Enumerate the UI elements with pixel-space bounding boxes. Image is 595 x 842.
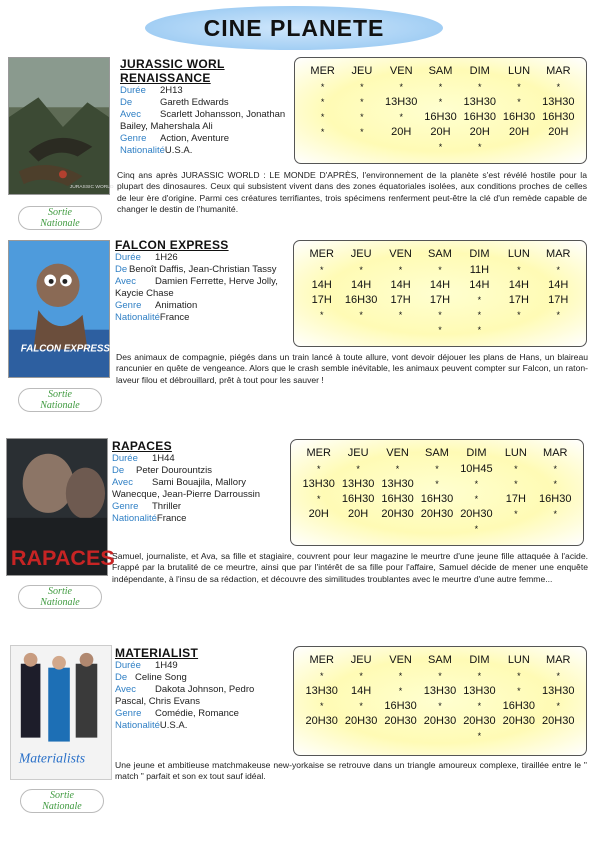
day-header: JEU xyxy=(351,65,373,77)
showtime-cell: * xyxy=(474,479,479,489)
day-header: LUN xyxy=(507,654,530,666)
showtime-cell: 11H xyxy=(469,264,490,276)
day-header: LUN xyxy=(504,447,527,459)
showtime-cell: * xyxy=(399,112,403,122)
showtime-cell xyxy=(299,522,338,537)
movie-duree: 2H13 xyxy=(160,85,183,96)
movie-synopsis: Cinq ans après JURASSIC WORLD : LE MONDE D'APRÈS, l'environnement de la planète s'est révélé hostile pour la plupart des dinosaures. Ceux qui subsistent vivent dans des zones équatoriales isolées, aux conditions proches de celles de leur ère d'origine. Parmi ces créatures terrifiantes, trois spécimens renferment peut-être la clé d'un remède capable de changer le destin de l'humanité. xyxy=(117,170,587,215)
showtime-cell: 20H30 xyxy=(463,715,496,727)
showtime-cell: * xyxy=(356,464,360,474)
showtime-cell: * xyxy=(553,479,558,489)
showtime-cell: * xyxy=(319,671,324,681)
movie-poster-materialist xyxy=(10,645,112,780)
showtime-cell: * xyxy=(474,494,479,504)
schedule-row xyxy=(303,140,578,155)
showtime-cell: 16H30 xyxy=(344,294,378,306)
showtime-cell: * xyxy=(556,82,561,92)
showtime-cell: * xyxy=(316,464,321,474)
showtime-cell: 14H xyxy=(508,279,529,291)
showtime-cell: 10H45 xyxy=(460,463,493,475)
schedule-box xyxy=(293,646,587,756)
schedule-box xyxy=(293,240,587,347)
showtime-cell: 16H30 xyxy=(502,111,536,123)
showtime-cell: 20H xyxy=(469,126,490,138)
showtime-cell xyxy=(536,522,575,537)
showtime-cell: * xyxy=(359,701,363,711)
showtime-cell: 17H xyxy=(505,493,526,505)
showtime-cell xyxy=(420,729,459,744)
showtime-cell: 14H xyxy=(429,279,451,291)
showtime-cell: 20H30 xyxy=(460,508,493,520)
svg-text:FALCON EXPRESS: FALCON EXPRESS xyxy=(20,343,110,355)
movie-duree: 1H49 xyxy=(155,660,178,671)
showtime-cell: 14H xyxy=(548,279,569,291)
showtime-cell xyxy=(539,323,578,338)
day-header: MER xyxy=(310,65,335,77)
movie-genre: Comédie, Romance xyxy=(155,708,239,719)
movie-genre: Animation xyxy=(155,300,198,311)
day-header: MAR xyxy=(546,654,571,666)
showtime-cell: * xyxy=(477,701,482,711)
schedule-row xyxy=(302,669,578,684)
schedule-row xyxy=(299,462,575,477)
day-header: VEN xyxy=(389,248,412,260)
day-header: DIM xyxy=(469,654,490,666)
showtime-cell: 16H30 xyxy=(539,493,572,505)
day-header: SAM xyxy=(428,654,452,666)
showtime-cell: 17H xyxy=(390,294,411,306)
showtime-cell: 20H xyxy=(430,126,451,138)
day-header: LUN xyxy=(507,248,530,260)
showtime-cell: * xyxy=(517,310,521,320)
showtime-cell: 20H30 xyxy=(542,715,575,727)
sortie-nationale-badge: Sortie Nationale xyxy=(18,206,102,230)
showtime-cell: * xyxy=(514,464,518,474)
showtime-cell: * xyxy=(320,97,325,107)
movie-title-line2: RENAISSANCE xyxy=(120,71,211,85)
showtime-cell: * xyxy=(474,524,479,534)
showtime-cell: 13H30 xyxy=(381,478,414,490)
showtime-cell: * xyxy=(553,509,558,519)
showtime-cell xyxy=(338,522,377,537)
showtime-cell: 14H xyxy=(351,279,372,291)
showtime-cell: 13H30 xyxy=(542,685,575,697)
showtime-cell: * xyxy=(316,494,321,504)
schedule-row xyxy=(302,323,578,338)
showtime-cell: 20H30 xyxy=(344,715,378,727)
page-title: CINE PLANETE xyxy=(203,14,385,41)
day-header: MER xyxy=(309,248,334,260)
showtime-cell: * xyxy=(319,310,324,320)
day-header: MER xyxy=(306,447,331,459)
day-header: SAM xyxy=(425,447,449,459)
showtime-cell: 17H xyxy=(429,294,451,306)
showtime-cell: 20H30 xyxy=(305,715,338,727)
day-header: JEU xyxy=(350,248,372,260)
showtime-cell: 20H30 xyxy=(502,715,536,727)
showtime-cell: * xyxy=(399,82,403,92)
showtime-cell: * xyxy=(438,310,442,320)
showtime-cell: * xyxy=(320,82,325,92)
showtime-cell: * xyxy=(438,142,443,152)
showtime-cell: 16H30 xyxy=(463,111,496,123)
schedule-row xyxy=(302,308,578,323)
movie-genre: Thriller xyxy=(152,501,182,512)
showtime-cell: 14H xyxy=(351,685,372,697)
schedule-row xyxy=(299,492,575,507)
showtime-cell: * xyxy=(359,671,363,681)
movie-nationality: U.S.A. xyxy=(164,145,193,156)
movie-duree: 1H44 xyxy=(152,453,175,464)
showtime-cell xyxy=(499,729,538,744)
showtime-cell: * xyxy=(517,686,521,696)
sortie-nationale-badge: Sortie Nationale xyxy=(20,789,104,813)
movie-nationality: U.S.A. xyxy=(159,720,188,731)
showtime-cell: 20H xyxy=(548,126,569,138)
showtime-cell: * xyxy=(477,295,482,305)
movie-cast: Damien Ferrette, Herve Jolly, Kaycie Chase xyxy=(115,276,278,299)
showtime-cell: 13H30 xyxy=(302,478,335,490)
showtime-cell: * xyxy=(517,265,521,275)
schedule-box xyxy=(294,57,587,164)
showtime-cell: * xyxy=(438,97,443,107)
showtime-cell xyxy=(342,140,381,155)
movie-synopsis: Samuel, journaliste, et Ava, sa fille et stagiaire, couvrent pour leur magazine le meurtre d'une jeune fille attaquée à l'acide. Frappé par la brutalité de ce meurtre, ainsi que par l'intérêt de sa fille pour l'affaire, Samuel décide de mener une enquête indépendante, à l'insu de sa rédaction, et découvre des similitudes troublantes avec le meurtre d'une autre femme... xyxy=(112,551,588,584)
showtime-cell: * xyxy=(398,671,403,681)
showtime-cell: * xyxy=(360,127,364,137)
movie-director: Gareth Edwards xyxy=(160,97,229,108)
day-header: DIM xyxy=(466,447,487,459)
schedule-table xyxy=(299,444,575,537)
showtime-cell: * xyxy=(398,265,403,275)
showtime-cell: * xyxy=(477,671,482,681)
showtime-cell: * xyxy=(514,479,518,489)
showtime-cell: * xyxy=(319,265,324,275)
showtime-cell: * xyxy=(477,310,482,320)
showtime-cell: 14H xyxy=(311,279,332,291)
showtime-cell xyxy=(341,323,380,338)
showtime-cell: * xyxy=(553,464,558,474)
movie-title: MATERIALIST xyxy=(115,646,199,660)
showtime-cell: 17H xyxy=(311,294,332,306)
showtime-cell: 13H30 xyxy=(542,96,575,108)
movie-title: RAPACES xyxy=(112,439,172,453)
svg-text:Materialists: Materialists xyxy=(18,750,86,766)
schedule-row xyxy=(302,699,578,714)
showtime-cell: 16H30 xyxy=(420,493,454,505)
movie-poster-jurassic xyxy=(8,57,114,195)
schedule-row xyxy=(303,80,578,95)
day-header: LUN xyxy=(508,65,531,77)
movie-cast: Sami Bouajila, Mallory Wanecque, Jean-Pierre Darroussin xyxy=(112,477,261,500)
movie-title: FALCON EXPRESS xyxy=(115,238,229,252)
movie-title: JURASSIC WORL xyxy=(120,57,225,71)
schedule-table xyxy=(303,62,578,155)
schedule-row xyxy=(303,125,578,140)
schedule-table xyxy=(302,651,578,744)
showtime-cell: * xyxy=(360,112,364,122)
showtime-cell: 16H30 xyxy=(424,111,457,123)
showtime-cell: * xyxy=(514,509,518,519)
showtime-cell: * xyxy=(556,310,561,320)
showtime-cell xyxy=(539,729,578,744)
movie-cast: Scarlett Johansson, Jonathan Bailey, Mahershala Ali xyxy=(120,109,286,132)
showtime-cell: * xyxy=(478,142,482,152)
movie-synopsis: Des animaux de compagnie, piégés dans un train lancé à toute allure, vont devoir déjouer les plans de Hans, un blaireau rancunier en quête de vengeance. Alors que le crash semble inévitable, les animaux peuvent compter sur Falcon, un raton-laveur filou et débrouillard, prêt à tout pour les sauver ! xyxy=(116,352,588,385)
showtime-cell: 13H30 xyxy=(341,478,375,490)
showtime-cell xyxy=(499,140,538,155)
day-header: DIM xyxy=(469,248,490,260)
showtime-cell xyxy=(417,522,456,537)
showtime-cell: 14H xyxy=(390,279,411,291)
movie-info: FALCON EXPRESS Durée 1H26 De Benoît Daffis, Jean-Christian Tassy Avec Damien Ferrette, Herve Jolly, Kaycie Chase Genre Animation NationalitéFrance xyxy=(115,238,287,324)
schedule-box xyxy=(290,439,584,546)
movie-genre: Action, Aventure xyxy=(160,133,230,144)
showtime-cell: * xyxy=(398,686,403,696)
day-header: VEN xyxy=(386,447,409,459)
showtime-cell: 16H30 xyxy=(542,111,575,123)
schedule-table xyxy=(302,245,578,338)
schedule-row xyxy=(299,522,575,537)
showtime-cell: * xyxy=(438,671,442,681)
showtime-cell xyxy=(382,140,421,155)
showtime-cell: 20H xyxy=(508,126,530,138)
day-header: SAM xyxy=(428,65,453,77)
movie-director: Celine Song xyxy=(135,672,187,683)
showtime-cell xyxy=(381,323,420,338)
showtime-cell xyxy=(341,729,380,744)
showtime-cell xyxy=(381,729,420,744)
page-title-banner xyxy=(145,6,443,50)
day-header: SAM xyxy=(428,248,452,260)
showtime-cell: 20H30 xyxy=(381,508,414,520)
showtime-cell: * xyxy=(435,479,439,489)
showtime-cell: * xyxy=(556,701,561,711)
showtime-cell: 20H xyxy=(308,508,329,520)
day-header: VEN xyxy=(389,65,413,77)
schedule-row xyxy=(302,684,578,699)
schedule-row xyxy=(302,714,578,729)
showtime-cell xyxy=(499,323,538,338)
day-header: VEN xyxy=(389,654,412,666)
showtime-cell xyxy=(303,140,342,155)
day-header: MAR xyxy=(546,65,571,77)
svg-text:RAPACES: RAPACES xyxy=(10,545,115,571)
showtime-cell: * xyxy=(360,97,364,107)
showtime-cell: * xyxy=(320,127,325,137)
showtime-cell: * xyxy=(438,325,442,335)
showtime-cell: * xyxy=(478,82,482,92)
showtime-cell: * xyxy=(320,112,325,122)
sortie-nationale-badge: Sortie Nationale xyxy=(18,585,102,609)
schedule-row xyxy=(302,293,578,308)
movie-synopsis: Une jeune et ambitieuse matchmakeuse new-yorkaise se retrouve dans un triangle amoureux complexe, tiraillée entre le " match " parfait et son ex tout sauf idéal. xyxy=(115,760,587,782)
showtime-cell: * xyxy=(395,464,400,474)
showtime-cell: * xyxy=(319,701,324,711)
showtime-cell: 16H30 xyxy=(502,700,536,712)
showtime-cell: 14H xyxy=(469,279,490,291)
movie-info: JURASSIC WORL RENAISSANCE Durée 2H13 De Gareth Edwards Avec Scarlett Johansson, Jonathan Bailey, Mahershala Ali Genre Action, Aventure NationalitéU.S.A. xyxy=(120,57,292,157)
showtime-cell: 20H xyxy=(348,508,369,520)
day-header: MAR xyxy=(546,248,571,260)
showtime-cell: * xyxy=(556,671,561,681)
schedule-row xyxy=(299,477,575,492)
showtime-cell: 16H30 xyxy=(381,493,414,505)
showtime-cell: 17H xyxy=(508,294,529,306)
movie-nationality: France xyxy=(156,513,187,524)
showtime-cell: 20H30 xyxy=(423,715,457,727)
day-header: MAR xyxy=(543,447,568,459)
movie-info: RAPACES Durée 1H44 De Peter Dourountzis Avec Sami Bouajila, Mallory Wanecque, Jean-Pierre Darroussin Genre Thriller NationalitéFrance xyxy=(112,439,284,525)
schedule-row xyxy=(302,263,578,278)
showtime-cell: 16H30 xyxy=(341,493,375,505)
movie-info: MATERIALIST Durée 1H49 De Celine Song Avec Dakota Johnson, Pedro Pascal, Chris Evans Genre Comédie, Romance NationalitéU.S.A. xyxy=(115,646,287,732)
showtime-cell: * xyxy=(477,731,482,741)
showtime-cell xyxy=(302,323,341,338)
movie-duree: 1H26 xyxy=(155,252,178,263)
showtime-cell: * xyxy=(438,265,442,275)
showtime-cell: 13H30 xyxy=(384,96,418,108)
movie-cast: Dakota Johnson, Pedro Pascal, Chris Evans xyxy=(115,684,255,707)
showtime-cell: * xyxy=(435,464,439,474)
movie-poster-rapaces xyxy=(6,438,115,576)
day-header: JEU xyxy=(350,654,372,666)
schedule-row xyxy=(303,110,578,125)
schedule-row xyxy=(302,278,578,293)
showtime-cell: 13H30 xyxy=(423,685,457,697)
showtime-cell: * xyxy=(438,82,443,92)
day-header: JEU xyxy=(347,447,369,459)
showtime-cell: * xyxy=(517,82,521,92)
showtime-cell: 17H xyxy=(548,294,569,306)
showtime-cell: * xyxy=(517,671,521,681)
showtime-cell: * xyxy=(556,265,561,275)
schedule-row xyxy=(303,95,578,110)
showtime-cell xyxy=(539,140,578,155)
sortie-nationale-badge: Sortie Nationale xyxy=(18,388,102,412)
showtime-cell: 13H30 xyxy=(305,685,338,697)
schedule-row xyxy=(302,729,578,744)
showtime-cell: * xyxy=(398,310,403,320)
schedule-row xyxy=(299,507,575,522)
showtime-cell: * xyxy=(360,82,364,92)
showtime-cell: * xyxy=(477,325,482,335)
showtime-cell: 13H30 xyxy=(463,685,496,697)
showtime-cell: 20H30 xyxy=(420,508,454,520)
movie-director: Peter Dourountzis xyxy=(136,465,213,476)
showtime-cell: * xyxy=(517,97,521,107)
showtime-cell: 20H xyxy=(391,126,412,138)
showtime-cell xyxy=(302,729,341,744)
showtime-cell: 20H30 xyxy=(384,715,417,727)
day-header: MER xyxy=(309,654,334,666)
svg-text:JURASSIC WORLD: JURASSIC WORLD xyxy=(69,185,114,191)
showtime-cell xyxy=(378,522,417,537)
showtime-cell xyxy=(496,522,535,537)
movie-nationality: France xyxy=(159,312,190,323)
showtime-cell: * xyxy=(359,265,363,275)
day-header: DIM xyxy=(469,65,490,77)
movie-poster-falcon xyxy=(8,240,110,378)
showtime-cell: * xyxy=(438,701,442,711)
showtime-cell: * xyxy=(359,310,363,320)
showtime-cell: 13H30 xyxy=(463,96,496,108)
showtime-cell: 16H30 xyxy=(384,700,417,712)
movie-director: Benoît Daffis, Jean-Christian Tassy xyxy=(129,264,277,275)
